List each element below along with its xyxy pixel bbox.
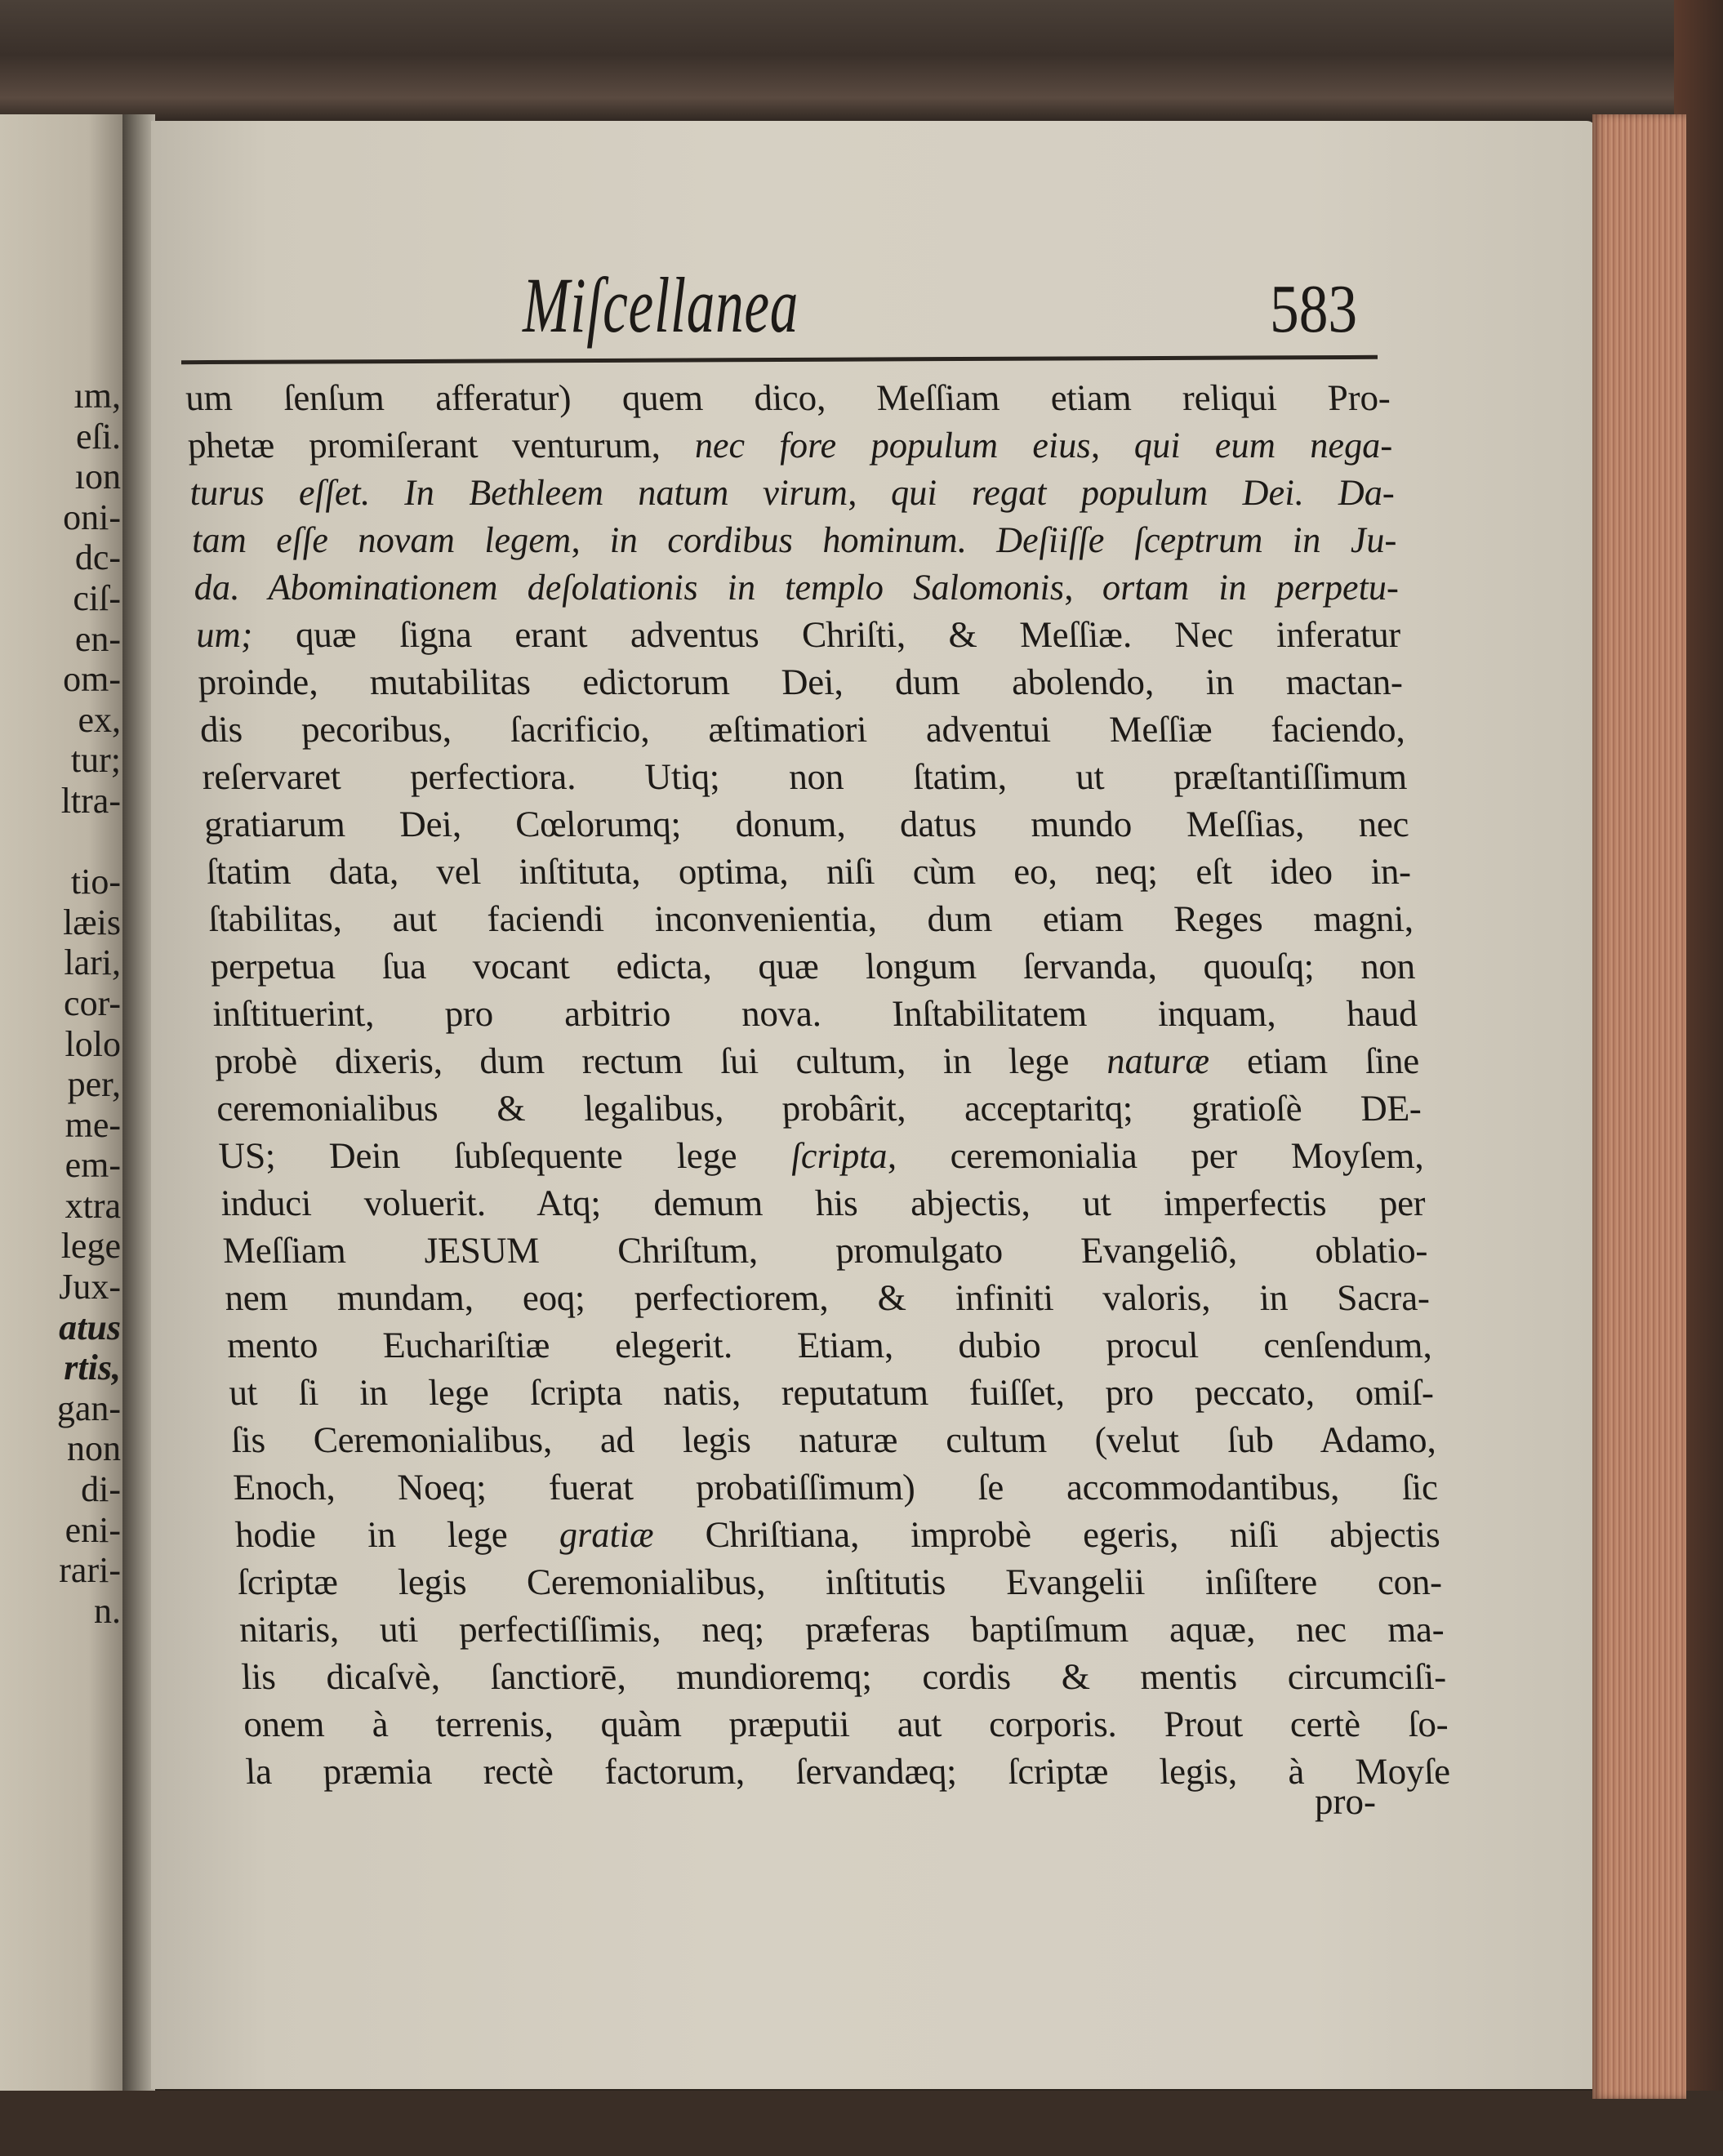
text-segment: proinde, mutabilitas edictorum Dei, dum abolendo, in mactan- (197, 662, 1404, 702)
text-line (191, 516, 1398, 564)
text-segment: Chriſtiana, improbè egeris, niſi abjectis (652, 1514, 1441, 1555)
left-page-fragment (0, 822, 121, 862)
left-page-fragment: per, (67, 1064, 121, 1105)
running-head-title: Miſcellanea (523, 261, 799, 349)
book-gutter (122, 114, 155, 2091)
text-line (243, 1700, 1449, 1748)
catchword: pro- (1315, 1781, 1376, 1822)
left-page-fragment: ıon (74, 457, 121, 497)
left-page-fragment: ım, (73, 376, 121, 416)
text-line (220, 1179, 1427, 1227)
left-page-fragment: læis (63, 902, 121, 942)
text-segment: mento Euchariſtiæ elegerit. Etiam, dubio procul cenſendum, (225, 1325, 1433, 1365)
left-page-fragment: tio- (70, 862, 121, 902)
page-number: 583 (1270, 271, 1358, 347)
text-segment: um ſenſum afferatur) quem dico, Meſſiam etiam reliqui Pro- (185, 377, 1391, 418)
text-segment: nitaris, uti perfectiſſimis, neq; præferas baptiſmum aquæ, nec ma- (238, 1609, 1445, 1650)
text-line (232, 1463, 1439, 1511)
left-page-fragment: eſi. (76, 416, 121, 457)
left-page-fragment: rari- (59, 1550, 121, 1591)
italic-text-segment: naturæ (1105, 1040, 1210, 1081)
text-line (203, 800, 1410, 848)
text-line (234, 1511, 1441, 1558)
text-line (209, 942, 1416, 990)
text-segment: perpetua ſua vocant edicta, quæ longum ſervanda, quouſq; non (209, 946, 1416, 987)
text-segment: dis pecoribus, ſacrificio, æſtimatiori adventui Meſſiæ faciendo, (198, 709, 1406, 750)
text-line (199, 706, 1406, 753)
body-text (185, 374, 1451, 1795)
text-line (228, 1369, 1435, 1416)
left-page-fragment: ltra- (60, 780, 121, 821)
text-line (187, 421, 1394, 469)
text-line (195, 611, 1402, 658)
text-line (222, 1227, 1429, 1274)
text-line (226, 1321, 1433, 1369)
italic-text-segment: tam eſſe novam legem, in cordibus hominum. Deſiiſſe ſceptrum in Ju- (190, 519, 1397, 560)
italic-text-segment: nec fore populum eius, qui eum nega- (693, 425, 1393, 466)
text-segment: lis dicaſvè, ſanctiorē, mundioremq; cordis & mentis circumciſi- (240, 1656, 1447, 1697)
text-segment: induci voluerit. Atq; demum his abjectis, ut imperfectis per (220, 1183, 1427, 1223)
left-page-fragment: Jux- (59, 1267, 121, 1307)
left-page-fragment: lege (60, 1226, 121, 1267)
text-segment: nem mundam, eoq; perfectiorem, & infiniti valoris, in Sacra- (224, 1277, 1431, 1318)
text-line (207, 895, 1414, 942)
text-segment: quæ ſigna erant adventus Chriſti, & Meſſiæ. Nec inferatur (251, 614, 1402, 655)
text-segment: ceremonialia per Moyſem, (895, 1135, 1424, 1176)
left-page-fragment: eni- (65, 1509, 121, 1550)
text-segment: probè dixeris, dum rectum ſui cultum, in lege (213, 1040, 1108, 1081)
text-segment: etiam ſine (1208, 1040, 1420, 1081)
left-page-fragment: lari, (64, 942, 121, 983)
text-line (213, 1037, 1420, 1085)
left-page-fragment: tur; (70, 740, 121, 781)
text-segment: gratiarum Dei, Cœlorumq; donum, datus mundo Meſſias, nec (203, 804, 1410, 844)
text-line (238, 1606, 1445, 1653)
italic-text-segment: um; (194, 614, 254, 655)
left-page-text-fragments (0, 376, 121, 1631)
text-line (189, 469, 1396, 516)
text-segment: ſis Ceremonialibus, ad legis naturæ cultum (velut ſub Adamo, (229, 1419, 1437, 1460)
text-line (230, 1416, 1437, 1463)
left-page-fragment: cor- (64, 982, 121, 1023)
left-page-fragment: n. (94, 1590, 121, 1631)
text-segment: Enoch, Noeq; fuerat probatiſſimum) ſe accommodantibus, ſic (232, 1467, 1439, 1508)
text-segment: Meſſiam JESUM Chriſtum, promulgato Evangeliô, oblatio- (221, 1230, 1428, 1271)
left-page-fragment: om- (63, 659, 121, 700)
italic-text-segment: ſcripta, (790, 1135, 897, 1176)
text-line (224, 1274, 1431, 1321)
left-page-fragment: gan- (56, 1388, 121, 1428)
text-segment: phetæ promiſerant venturum, (186, 425, 696, 466)
italic-text-segment: turus eſſet. In Bethleem natum virum, qui regat populum Dei. Da- (189, 472, 1396, 513)
left-page-fragment: en- (74, 618, 121, 659)
page-edges (1592, 114, 1686, 2099)
left-page-fragment: di- (81, 1469, 121, 1510)
text-line (218, 1132, 1425, 1179)
text-line (236, 1558, 1443, 1606)
text-line (201, 753, 1408, 800)
text-line (193, 564, 1400, 611)
left-page-fragment: atus (59, 1307, 121, 1348)
left-page-fragment: xtra (65, 1185, 121, 1226)
italic-text-segment: gratiæ (558, 1514, 655, 1555)
left-page-fragment: rtis, (64, 1348, 121, 1388)
left-page-fragment: me- (65, 1104, 121, 1145)
text-line (185, 374, 1391, 421)
italic-text-segment: da. Abominationem deſolationis in templo Salomonis, ortam in perpetu- (193, 567, 1400, 608)
text-segment: US; Dein ſubſequente lege (217, 1135, 792, 1176)
text-segment: ſcriptæ legis Ceremonialibus, inſtitutis Evangelii inſiſtere con- (236, 1561, 1443, 1602)
text-segment: inſtituerint, pro arbitrio nova. Inſtabilitatem inquam, haud (211, 993, 1418, 1034)
left-page-fragment: em- (65, 1145, 121, 1186)
left-page-fragment: oni- (63, 497, 121, 537)
text-segment: ut ſi in lege ſcripta natis, reputatum fuiſſet, pro peccato, omiſ- (228, 1372, 1435, 1413)
text-line (244, 1748, 1451, 1795)
left-page-fragment: dc- (74, 537, 121, 578)
text-line (211, 990, 1418, 1037)
left-page-fragment: non (67, 1428, 121, 1469)
text-segment: hodie in lege (234, 1514, 560, 1555)
text-segment: ſtatim data, vel inſtituta, optima, niſi cùm eo, neq; eſt ideo in- (205, 851, 1412, 892)
left-page-fragment: ciſ- (73, 577, 121, 618)
book-cover-top (0, 0, 1723, 122)
text-segment: ceremonialibus & legalibus, probârit, acceptaritq; gratioſè DE- (216, 1088, 1422, 1129)
book-cover-bottom (0, 2091, 1723, 2156)
text-line (240, 1653, 1447, 1700)
left-page-fragment: ex, (78, 699, 121, 740)
text-line (216, 1085, 1422, 1132)
text-segment: reſervaret perfectiora. Utiq; non ſtatim, ut præſtantiſſimum (201, 756, 1408, 797)
text-segment: la præmia rectè factorum, ſervandæq; ſcriptæ legis, à Moyſe (244, 1751, 1451, 1792)
text-line (205, 848, 1412, 895)
text-segment: ſtabilitas, aut faciendi inconvenientia, dum etiam Reges magni, (207, 898, 1414, 939)
left-page-fragment: lolo (65, 1023, 121, 1064)
text-line (197, 658, 1404, 706)
text-segment: onem à terrenis, quàm præputii aut corporis. Prout certè ſo- (243, 1704, 1449, 1744)
